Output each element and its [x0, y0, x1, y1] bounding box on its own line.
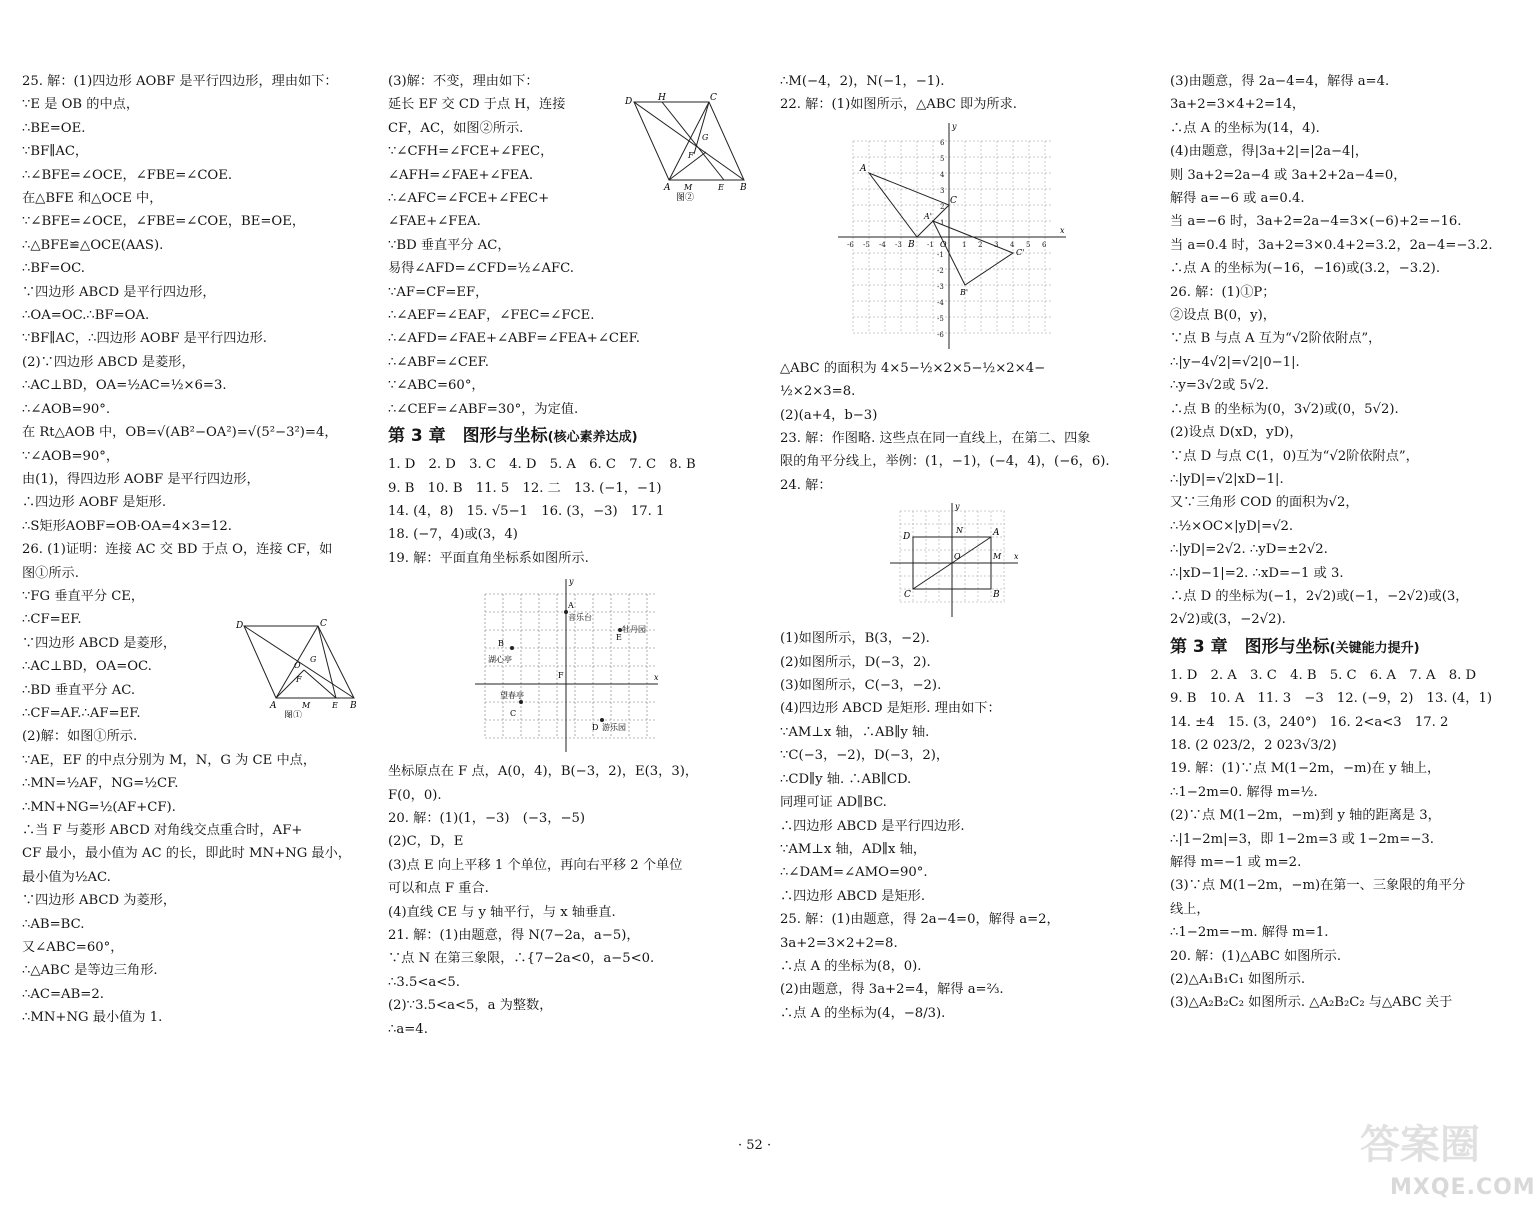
column-4 — [1170, 70, 1532, 1015]
watermark-site-text: MXQE.COM — [1390, 1175, 1536, 1200]
text-line: ∴∠CEF=∠ABF=30°，为定值. — [388, 401, 579, 417]
svg-text:2: 2 — [978, 240, 983, 249]
text-line: (3)点 E 向上平移 1 个单位，再向右平移 2 个单位 — [388, 857, 683, 873]
text-line: 18. (2 023/2，2 023√3/2) — [1170, 737, 1337, 753]
svg-text:-5: -5 — [937, 314, 944, 323]
text-line: 20. 解：(1)(1，−3) (−3，−5) — [388, 810, 586, 826]
text-line: 3a+2=3×2+2=8. — [780, 935, 898, 951]
svg-text:4: 4 — [1010, 240, 1015, 249]
text-line: ∵AE，EF 的中点分别为 M，N，G 为 CE 中点， — [22, 752, 317, 768]
svg-text:H: H — [658, 93, 666, 103]
text-line: 由(1)，得四边形 AOBF 是平行四边形， — [22, 471, 260, 487]
text-line: ∴MN+NG 最小值为 1. — [22, 1010, 163, 1026]
text-line: ∴|1−2m|=3，即 1−2m=3 或 1−2m=−3. — [1170, 831, 1434, 847]
text-line: 解得 m=−1 或 m=2. — [1170, 855, 1302, 870]
rhombus-figure-2 — [624, 92, 754, 202]
text-line: ∴∠AFD=∠FAE+∠ABF=∠FEA+∠CEF. — [388, 331, 640, 347]
text-line: 同理可证 AD∥BC. — [780, 795, 887, 811]
figure-1-rhombus — [236, 618, 356, 722]
text-line: ②设点 B(0，y)， — [1170, 308, 1276, 324]
text-line: ∴y=3√2或 5√2. — [1170, 378, 1269, 394]
svg-text:2: 2 — [940, 202, 945, 211]
point-a-label: A — [568, 601, 574, 611]
y-axis-label: y — [569, 577, 574, 587]
heading-sub: (关键能力提升) — [1329, 640, 1420, 656]
text-line: △ABC 的面积为 4×5−½×2×5−½×2×4− — [780, 360, 1046, 376]
heading-sub: (核心素养达成) — [547, 430, 638, 446]
svg-text:3: 3 — [940, 186, 945, 195]
text-line: 14. ±4 15. (3，240°) 16. 2<a<3 17. 2 — [1170, 714, 1449, 730]
text-line: ∵C(−3，−2)，D(−3，2)， — [780, 748, 950, 764]
svg-text:B': B' — [960, 287, 969, 297]
text-line: ∴点 D 的坐标为(−1，2√2)或(−1，−2√2)或(3， — [1170, 588, 1469, 604]
text-line: ∴点 A 的坐标为(4，−8/3). — [780, 1005, 946, 1021]
column-3 — [780, 70, 1165, 1025]
text-line: ∴AC⊥BD，OA=OC. — [22, 659, 152, 675]
col4-top-text — [1170, 70, 1532, 632]
point-b-label: B — [498, 639, 504, 649]
text-line: ∵BF∥AC， — [22, 144, 89, 160]
text-line: 22. 解：(1)如图所示，△ABC 即为所求. — [780, 97, 1017, 113]
svg-text:x: x — [1060, 225, 1065, 235]
text-line: ∴|xD−1|=2. ∴xD=−1 或 3. — [1170, 565, 1344, 581]
text-line: ∴点 A 的坐标为(−16，−16)或(3.2，−3.2). — [1170, 261, 1441, 277]
watermark-logo — [1350, 1105, 1536, 1205]
text-line: (1)如图所示，B(3，−2). — [780, 631, 930, 647]
point-d-label: D — [592, 723, 599, 733]
svg-text:4: 4 — [940, 170, 945, 179]
text-line: 19. 解：(1)∵点 M(1−2m，−m)在 y 轴上， — [1170, 761, 1441, 777]
svg-text:5: 5 — [1026, 240, 1031, 249]
text-line: ∴△ABC 是等边三角形. — [22, 963, 158, 979]
point-c-label: C — [510, 709, 517, 719]
text-line: ∴CD∥y 轴. ∴AB∥CD. — [780, 771, 912, 787]
text-line: (2)由题意，得 3a+2=4，解得 a=⅔. — [780, 982, 1004, 998]
svg-text:-4: -4 — [937, 298, 944, 307]
svg-text:6: 6 — [1042, 240, 1047, 249]
text-line: 又∠ABC=60°， — [22, 940, 124, 956]
spring-pavilion-label: 望春亭 — [500, 691, 524, 701]
svg-text:x: x — [1014, 552, 1019, 562]
text-line: ∵AM⊥x 轴，AD∥x 轴， — [780, 841, 927, 857]
text-line: 最小值为½AC. — [22, 869, 111, 885]
text-line: ½×2×3=8. — [780, 384, 856, 400]
text-line: ∵四边形 ABCD 是菱形， — [22, 635, 177, 651]
svg-text:C: C — [320, 619, 327, 629]
text-line: ∵FG 垂直平分 CE， — [22, 588, 145, 604]
text-line: 1. D 2. D 3. C 4. D 5. A 6. C 7. C 8. B — [388, 457, 696, 473]
text-line: 3a+2=3×4+2=14， — [1170, 97, 1306, 113]
text-line: 解得 a=−6 或 a=0.4. — [1170, 191, 1305, 207]
text-line: ∴3.5<a<5. — [388, 974, 460, 990]
text-line: ∴|yD|=√2|xD−1|. — [1170, 471, 1284, 487]
text-line: (2)∵点 M(1−2m，−m)到 y 轴的距离是 3， — [1170, 808, 1441, 824]
svg-text:M: M — [993, 552, 1002, 562]
svg-text:M: M — [684, 183, 693, 192]
text-line: (4)四边形 ABCD 是矩形. 理由如下： — [780, 701, 1001, 717]
text-line: ∴MN=½AF，NG=½CF. — [22, 776, 179, 792]
text-line: ∠FAE+∠FEA. — [388, 214, 481, 230]
text-line: ∴当 F 与菱形 ABCD 对角线交点重合时，AF+ — [22, 823, 303, 838]
rhombus-figure-1 — [236, 618, 356, 718]
svg-text:O: O — [954, 552, 961, 562]
svg-text:B: B — [908, 239, 915, 250]
text-line: ∵点 N 在第三象限，∴{7−2a<0，a−5<0. — [388, 951, 655, 967]
figure-19-map — [470, 574, 768, 754]
text-line: 9. B 10. A 11. 3 −3 12. (−9，2) 13. (4，1) — [1170, 691, 1492, 707]
text-line: 20. 解：(1)△ABC 如图所示. — [1170, 948, 1342, 964]
text-line: 1. D 2. A 3. C 4. B 5. C 6. A 7. A 8. D — [1170, 667, 1477, 683]
text-line: 19. 解：平面直角坐标系如图所示. — [388, 550, 589, 566]
text-line: F(0，0). — [388, 787, 442, 803]
text-line: (4)直线 CE 与 y 轴平行，与 x 轴垂直. — [388, 904, 616, 920]
lake-pavilion-label: 湖心亭 — [488, 655, 512, 665]
text-line: ∴a=4. — [388, 1021, 428, 1037]
svg-text:图①: 图① — [284, 711, 303, 718]
svg-text:A': A' — [924, 211, 932, 221]
text-line: (2)如图所示，D(−3，2). — [780, 654, 931, 670]
peony-garden-label: 牡丹园 — [622, 625, 646, 635]
text-line: 25. 解：(1)由题意，得 2a−4=0，解得 a=2， — [780, 912, 1060, 928]
text-line: 26. 解：(1)①P； — [1170, 284, 1276, 300]
text-line: (2)设点 D(xD，yD)， — [1170, 425, 1303, 441]
col4-bottom-text — [1170, 664, 1532, 1015]
svg-text:C': C' — [1016, 247, 1025, 257]
svg-text:3: 3 — [994, 240, 999, 249]
svg-text:A: A — [860, 163, 867, 174]
svg-text:B: B — [350, 701, 356, 711]
text-line: ∴AC⊥BD，OA=½AC=½×6=3. — [22, 378, 227, 394]
heading-main: 第 3 章 图形与坐标 — [388, 426, 548, 447]
text-line: ∴S矩形AOBF=OB·OA=4×3=12. — [22, 518, 232, 534]
svg-text:A: A — [664, 183, 671, 193]
svg-text:N: N — [956, 526, 963, 536]
svg-text:y: y — [955, 502, 960, 512]
svg-text:B: B — [740, 183, 747, 193]
text-line: ∴M(−4，2)，N(−1，−1). — [780, 74, 945, 89]
text-line: ∴四边形 AOBF 是矩形. — [22, 495, 167, 511]
text-line: 当 a=0.4 时，3a+2=3×0.4+2=3.2，2a−4=−3.2. — [1170, 237, 1493, 253]
text-line: (3)由题意，得 2a−4=4，解得 a=4. — [1170, 74, 1390, 89]
svg-text:-3: -3 — [937, 282, 944, 291]
text-line: (3)解：不变，理由如下： — [388, 74, 539, 89]
col3-mid-text — [780, 357, 1165, 497]
text-line: ∴1−2m=−m. 解得 m=1. — [1170, 925, 1329, 941]
svg-text:M: M — [302, 701, 311, 710]
text-line: 当 a=−6 时，3a+2=2a−4=3×(−6)+2=−16. — [1170, 214, 1462, 230]
text-line: 易得∠AFD=∠CFD=½∠AFC. — [388, 261, 574, 277]
text-line: ∴CF=AF.∴AF=EF. — [22, 705, 141, 721]
text-line: 21. 解：(1)由题意，得 N(7−2a，a−5)， — [388, 927, 640, 943]
x-axis-label: x — [654, 673, 659, 683]
watermark-top-text: 答案圈 — [1360, 1122, 1480, 1168]
svg-text:1: 1 — [940, 218, 945, 227]
text-line: ∴½×OC×|yD|=√2. — [1170, 518, 1294, 534]
text-line: 2√2)或(3，−2√2). — [1170, 612, 1286, 628]
text-line: 26. (1)证明：连接 AC 交 BD 于点 O，连接 CF，如 — [22, 542, 333, 558]
svg-text:-6: -6 — [847, 240, 854, 249]
text-line: ∵BD 垂直平分 AC， — [388, 237, 511, 253]
svg-text:-4: -4 — [879, 240, 886, 249]
amusement-park-label: 游乐园 — [602, 723, 626, 733]
svg-text:O: O — [940, 239, 947, 249]
text-line: ∴1−2m=0. 解得 m=½. — [1170, 784, 1318, 800]
text-line: ∵点 D 与点 C(1，0)互为“√2阶依附点”， — [1170, 448, 1419, 464]
text-line: 坐标原点在 F 点，A(0，4)，B(−3，2)，E(3，3)， — [388, 764, 699, 780]
svg-text:E: E — [718, 183, 724, 192]
text-line: 则 3a+2=2a−4 或 3a+2+2a−4=0， — [1170, 167, 1407, 183]
text-line: (2)(a+4，b−3) — [780, 407, 878, 423]
text-line: ∵E 是 OB 的中点， — [22, 97, 140, 113]
text-line: ∴四边形 ABCD 是平行四边形. — [780, 818, 965, 834]
text-line: 9. B 10. B 11. 5 12. 二 13. (−1，−1) — [388, 480, 662, 496]
svg-text:C: C — [710, 93, 717, 103]
text-line: CF 最小，最小值为 AC 的长，即此时 MN+NG 最小， — [22, 846, 351, 862]
figure-22-grid — [838, 121, 1165, 351]
text-line: 限的角平分线上，举例：(1，−1)，(−4，4)，(−6，6). — [780, 454, 1110, 470]
text-line: ∴∠AFC=∠FCE+∠FEC+ — [388, 191, 550, 207]
text-line: (2)解：如图①所示. — [22, 729, 138, 745]
svg-text:D: D — [236, 621, 244, 631]
text-line: ∵四边形 ABCD 为菱形， — [22, 893, 177, 909]
text-line: ∴OA=OC.∴BF=OA. — [22, 308, 150, 324]
text-line: (2)∵四边形 ABCD 是菱形， — [22, 354, 195, 370]
col2-bottom-text — [388, 760, 768, 1041]
text-line: (2)C，D，E — [388, 834, 464, 850]
text-line: 可以和点 F 重合. — [388, 881, 489, 897]
text-line: ∵四边形 ABCD 是平行四边形， — [22, 284, 216, 300]
text-line: ∠AFH=∠FAE+∠FEA. — [388, 167, 534, 183]
text-line: 线上， — [1170, 901, 1210, 917]
svg-text:5: 5 — [940, 154, 945, 163]
text-line: ∴点 A 的坐标为(8，0). — [780, 958, 922, 974]
text-line: 又∵三角形 COD 的面积为√2， — [1170, 495, 1359, 511]
heading-main: 第 3 章 图形与坐标 — [1170, 636, 1330, 657]
text-line: ∴BD 垂直平分 AC. — [22, 682, 136, 698]
text-line: 18. (−7，4)或(3，4) — [388, 527, 518, 543]
text-line: ∵∠AOB=90°， — [22, 448, 120, 464]
text-line: (3)如图所示，C(−3，−2). — [780, 678, 942, 694]
text-line: 23. 解：作图略. 这些点在同一直线上，在第二、四象 — [780, 431, 1091, 447]
svg-text:G: G — [310, 655, 317, 664]
svg-text:-1: -1 — [937, 250, 944, 259]
svg-text:D: D — [625, 97, 633, 107]
text-line: 在△BFE 和△OCE 中， — [22, 191, 163, 207]
svg-text:-1: -1 — [927, 240, 934, 249]
svg-text:y: y — [952, 121, 957, 131]
text-line: ∴∠AEF=∠EAF，∠FEC=∠FCE. — [388, 308, 595, 324]
text-line: ∴AB=BC. — [22, 916, 85, 932]
text-line: ∴△BFE≌△OCE(AAS). — [22, 237, 164, 253]
park-map-figure — [470, 574, 660, 754]
text-line: ∴|yD|=2√2. ∴yD=±2√2. — [1170, 542, 1328, 558]
svg-text:C: C — [950, 195, 957, 206]
rectangle-abcd-grid — [890, 501, 1020, 621]
text-line: 24. 解： — [780, 477, 832, 493]
svg-text:B: B — [993, 590, 1000, 601]
figure-24-grid — [890, 501, 1165, 621]
text-line: ∴∠AOB=90°. — [22, 401, 111, 417]
svg-text:C: C — [904, 590, 911, 601]
svg-text:6: 6 — [940, 138, 945, 147]
text-line: 在 Rt△AOB 中，OB=√(AB²−OA²)=√(5²−3²)=4， — [22, 425, 338, 441]
text-line: (2)∵3.5<a<5，a 为整数， — [388, 998, 553, 1014]
figure-2-rhombus — [624, 92, 754, 206]
text-line: 图①所示. — [22, 565, 79, 581]
svg-text:G: G — [702, 133, 709, 142]
chapter3-key-heading — [1170, 632, 1532, 664]
text-line: ∴∠DAM=∠AMO=90°. — [780, 865, 928, 881]
text-line: ∴点 B 的坐标为(0，3√2)或(0，5√2). — [1170, 401, 1399, 417]
text-line: ∴|y−4√2|=√2|0−1|. — [1170, 354, 1300, 370]
text-line: (2)△A₁B₁C₁ 如图所示. — [1170, 972, 1306, 988]
text-line: 14. (4，8) 15. √5−1 16. (3，−3) 17. 1 — [388, 503, 665, 519]
col1-text — [22, 70, 360, 1030]
col3-bottom-text — [780, 627, 1165, 1025]
text-line: CF，AC，如图②所示. — [388, 120, 524, 136]
text-line: ∴∠ABF=∠CEF. — [388, 354, 489, 370]
svg-text:1: 1 — [962, 240, 967, 249]
text-line: ∴BF=OC. — [22, 261, 85, 277]
svg-text:F: F — [688, 151, 694, 160]
column-1 — [22, 70, 360, 1030]
svg-text:-2: -2 — [937, 266, 944, 275]
svg-text:A: A — [270, 701, 277, 711]
text-line: ∵AM⊥x 轴，∴AB∥y 轴. — [780, 724, 930, 740]
point-e-label: E — [616, 633, 622, 643]
column-2 — [388, 70, 768, 1041]
svg-text:-6: -6 — [937, 330, 944, 339]
text-line: (3)△A₂B₂C₂ 如图所示. △A₂B₂C₂ 与△ABC 关于 — [1170, 995, 1453, 1011]
text-line: ∴MN+NG=½(AF+CF). — [22, 799, 176, 815]
text-line: (3)∵点 M(1−2m，−m)在第一、三象限的角平分 — [1170, 878, 1466, 894]
text-line: 延长 EF 交 CD 于点 H，连接 — [388, 97, 566, 113]
text-line: 25. 解：(1)四边形 AOBF 是平行四边形，理由如下： — [22, 74, 338, 89]
text-line: ∵∠BFE=∠OCE，∠FBE=∠COE，BE=OE， — [22, 214, 306, 230]
music-stage-label: 音乐台 — [568, 613, 592, 623]
text-line: ∴点 A 的坐标为(14，4). — [1170, 120, 1320, 136]
text-line: ∴四边形 ABCD 是矩形. — [780, 888, 926, 904]
text-line: ∵点 B 与点 A 互为“√2阶依附点”， — [1170, 331, 1382, 347]
text-line: ∵∠ABC=60°， — [388, 378, 485, 394]
point-f-label: F — [558, 671, 564, 681]
svg-text:D: D — [903, 532, 911, 543]
col3-top-text — [780, 70, 1165, 117]
text-line: ∴∠BFE=∠OCE，∠FBE=∠COE. — [22, 167, 233, 183]
text-line: (4)由题意，得|3a+2|=|2a−4|， — [1170, 144, 1369, 160]
svg-text:O: O — [294, 661, 301, 670]
svg-text:-5: -5 — [863, 240, 870, 249]
svg-text:-3: -3 — [895, 240, 902, 249]
col2-answers — [388, 453, 768, 570]
triangle-abc-grid — [838, 121, 1068, 351]
page-number: · 52 · — [738, 1138, 772, 1153]
svg-text:图②: 图② — [676, 193, 695, 202]
text-line: ∴BE=OE. — [22, 120, 86, 136]
text-line: ∴CF=EF. — [22, 612, 82, 628]
text-line: ∴AC=AB=2. — [22, 986, 104, 1002]
svg-text:E: E — [332, 701, 338, 710]
text-line: ∵BF∥AC，∴四边形 AOBF 是平行四边形. — [22, 331, 267, 347]
svg-text:A: A — [993, 528, 1000, 539]
chapter3-core-heading — [388, 421, 768, 453]
text-line: ∵∠CFH=∠FCE+∠FEC， — [388, 144, 554, 160]
text-line: ∵AF=CF=EF， — [388, 284, 489, 300]
svg-text:F: F — [296, 675, 302, 684]
